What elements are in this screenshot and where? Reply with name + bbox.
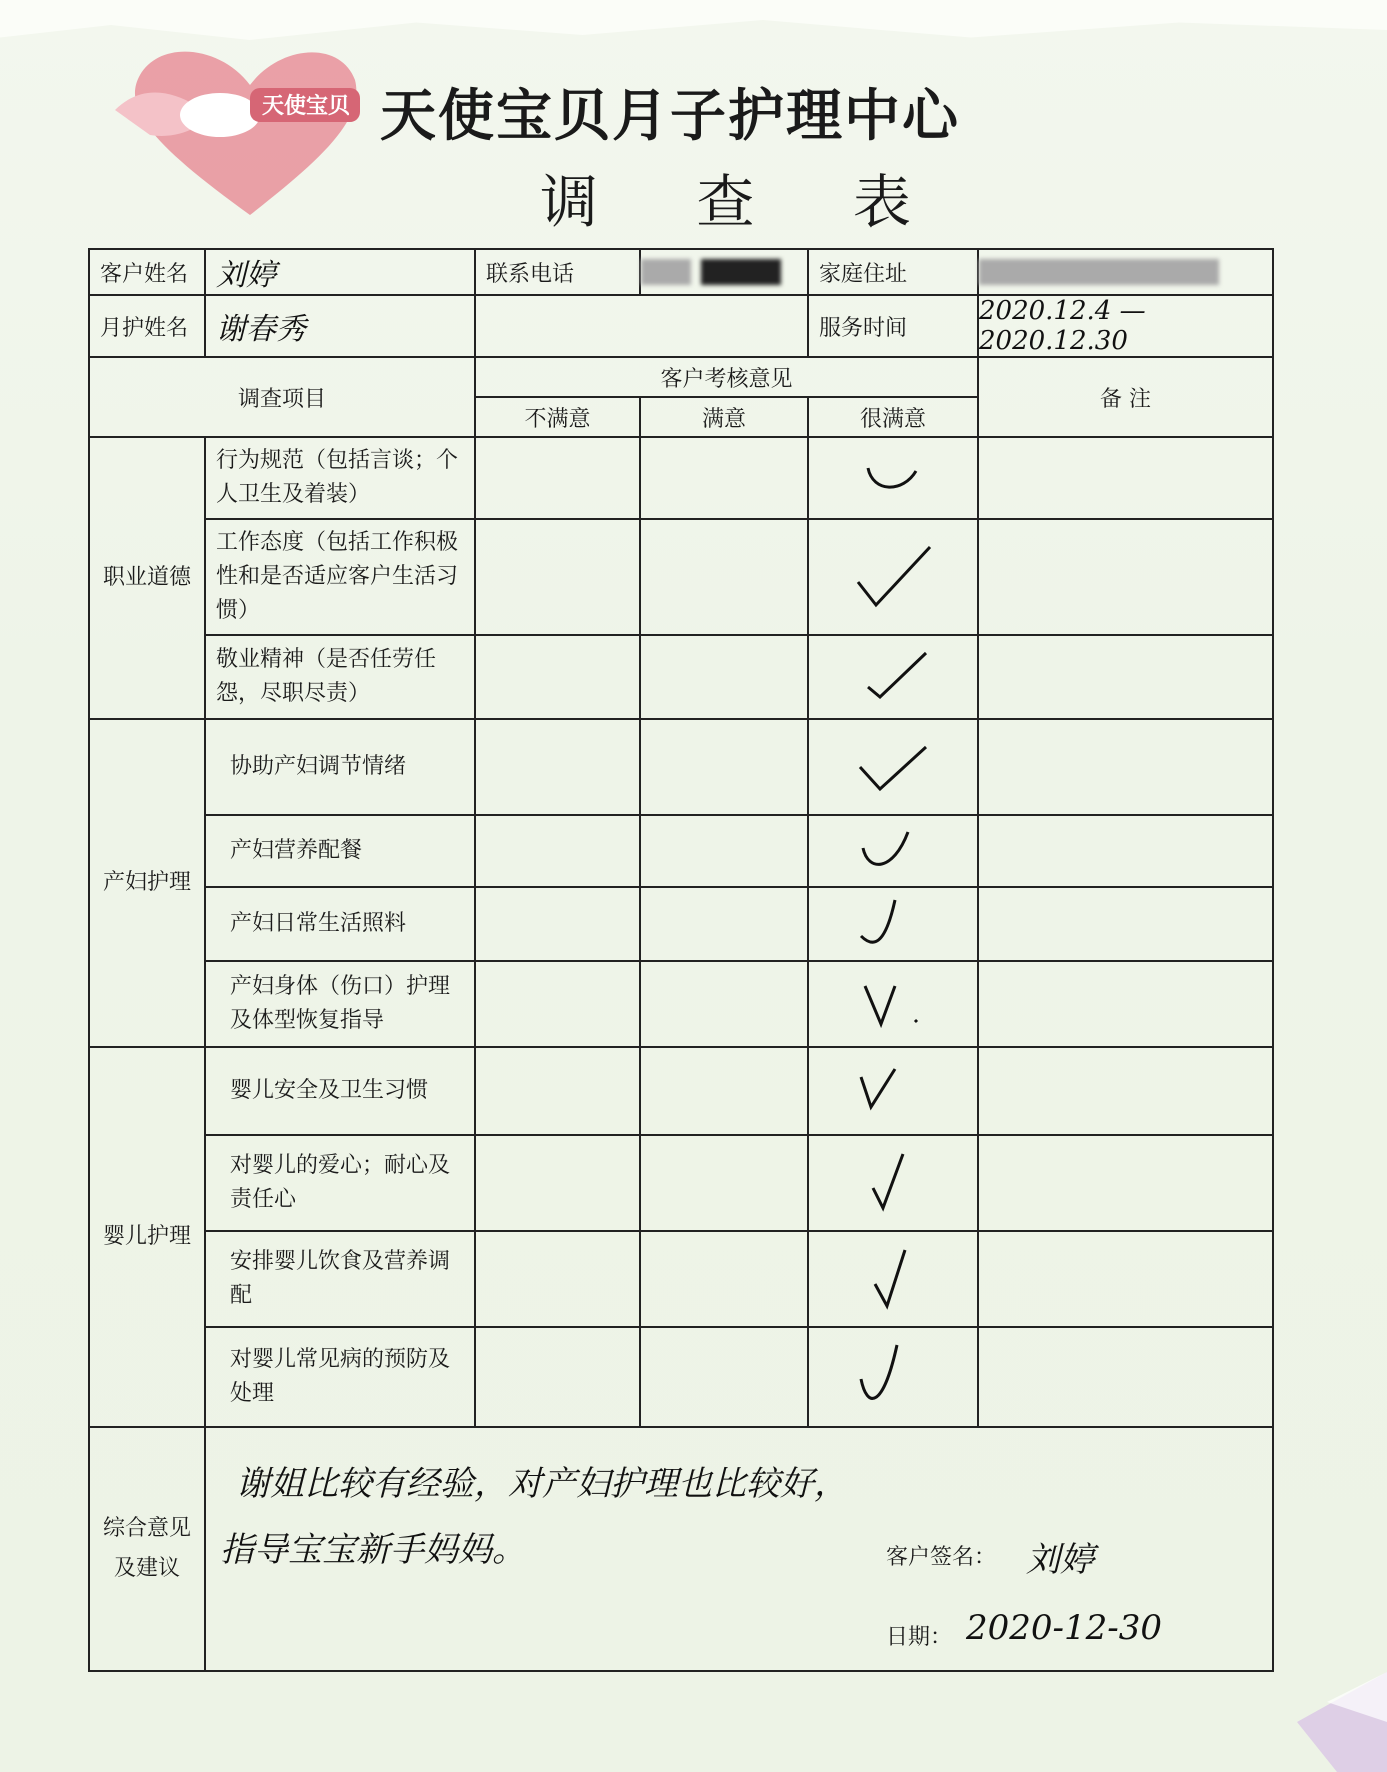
check-mark-icon	[848, 647, 938, 707]
item-behavior: 行为规范（包括言谈；个人卫生及着装）	[205, 437, 475, 519]
cell-satisfied	[640, 1135, 808, 1231]
check-mark-icon	[853, 1339, 933, 1415]
check-mark-icon	[853, 826, 933, 876]
check-mark-icon	[853, 896, 933, 952]
cell-unsatisfied	[475, 437, 640, 519]
signature-label: 客户签名：	[886, 1545, 997, 1570]
cell-satisfied	[640, 519, 808, 635]
cell-unsatisfied	[475, 519, 640, 635]
cell-unsatisfied	[475, 719, 640, 815]
customer-name-label: 客户姓名	[89, 249, 205, 295]
check-mark-icon	[848, 737, 938, 797]
cell-unsatisfied	[475, 1135, 640, 1231]
remarks-header: 备 注	[978, 357, 1273, 437]
cell-unsatisfied	[475, 635, 640, 719]
satisfied-header: 满意	[640, 397, 808, 437]
cell-remarks	[978, 815, 1273, 887]
check-cell	[808, 887, 978, 961]
check-mark-icon	[848, 537, 938, 617]
summary-label: 综合意见及建议	[89, 1427, 205, 1671]
cell-satisfied	[640, 1231, 808, 1327]
cell-satisfied	[640, 887, 808, 961]
date-value: 2020-12-30	[966, 1608, 1163, 1648]
item-infant-diet: 安排婴儿饮食及营养调配	[205, 1231, 475, 1327]
cell-unsatisfied	[475, 961, 640, 1047]
cell-satisfied	[640, 815, 808, 887]
category-maternal-care: 产妇护理	[89, 719, 205, 1047]
address-value	[978, 249, 1273, 295]
cell-remarks	[978, 1327, 1273, 1427]
cell-unsatisfied	[475, 815, 640, 887]
cell-unsatisfied	[475, 887, 640, 961]
cell-satisfied	[640, 1327, 808, 1427]
item-infant-love: 对婴儿的爱心；耐心及责任心	[205, 1135, 475, 1231]
category-ethics: 职业道德	[89, 437, 205, 719]
blank-cell	[475, 295, 808, 357]
page-title: 天使宝贝月子护理中心	[380, 84, 960, 149]
item-emotion: 协助产妇调节情绪	[205, 719, 475, 815]
cell-unsatisfied	[475, 1231, 640, 1327]
nurse-name-value: 谢春秀	[205, 295, 475, 357]
cell-unsatisfied	[475, 1047, 640, 1135]
check-mark-icon	[858, 453, 928, 503]
survey-items-header: 调查项目	[89, 357, 475, 437]
cell-satisfied	[640, 961, 808, 1047]
phone-value	[640, 249, 808, 295]
unsatisfied-header: 不满意	[475, 397, 640, 437]
category-infant-care: 婴儿护理	[89, 1047, 205, 1427]
check-cell	[808, 437, 978, 519]
service-time-label: 服务时间	[808, 295, 978, 357]
cell-remarks	[978, 1135, 1273, 1231]
check-mark-icon	[853, 976, 933, 1032]
signature-value: 刘婷	[1026, 1540, 1094, 1580]
check-cell	[808, 1231, 978, 1327]
cell-satisfied	[640, 719, 808, 815]
item-infant-safety: 婴儿安全及卫生习惯	[205, 1047, 475, 1135]
corner-stamp-icon	[1277, 1652, 1387, 1772]
check-cell	[808, 1047, 978, 1135]
check-cell	[808, 719, 978, 815]
item-attitude: 工作态度（包括工作积极性和是否适应客户生活习惯）	[205, 519, 475, 635]
cell-satisfied	[640, 635, 808, 719]
summary-comment-line1: 谢姐比较有经验，对产妇护理也比较好，	[236, 1464, 848, 1504]
service-time-value: 2020.12.4 — 2020.12.30	[978, 295, 1273, 357]
item-dedication: 敬业精神（是否任劳任怨，尽职尽责）	[205, 635, 475, 719]
cell-remarks	[978, 719, 1273, 815]
survey-table	[88, 248, 1274, 1672]
check-mark-icon	[853, 1148, 933, 1218]
check-cell	[808, 815, 978, 887]
cell-unsatisfied	[475, 1327, 640, 1427]
item-recovery: 产妇身体（伤口）护理及体型恢复指导	[205, 961, 475, 1047]
cell-remarks	[978, 1047, 1273, 1135]
nurse-name-label: 月护姓名	[89, 295, 205, 357]
item-daily-care: 产妇日常生活照料	[205, 887, 475, 961]
opinion-header: 客户考核意见	[475, 357, 978, 397]
check-mark-icon	[853, 1244, 933, 1314]
very-satisfied-header: 很满意	[808, 397, 978, 437]
cell-remarks	[978, 437, 1273, 519]
check-cell	[808, 1327, 978, 1427]
cell-satisfied	[640, 1047, 808, 1135]
cell-remarks	[978, 887, 1273, 961]
summary-comment-line2: 指导宝宝新手妈妈。	[220, 1530, 526, 1570]
item-infant-illness: 对婴儿常见病的预防及处理	[205, 1327, 475, 1427]
page-subtitle: 调 查 表	[540, 168, 951, 236]
phone-label: 联系电话	[475, 249, 640, 295]
cell-remarks	[978, 961, 1273, 1047]
check-cell	[808, 961, 978, 1047]
check-cell	[808, 635, 978, 719]
customer-name-value: 刘婷	[205, 249, 475, 295]
logo-text: 天使宝贝	[262, 94, 351, 119]
check-mark-icon	[853, 1063, 933, 1119]
cell-remarks	[978, 519, 1273, 635]
cell-remarks	[978, 635, 1273, 719]
heart-logo-icon	[100, 30, 360, 220]
date-label: 日期：	[886, 1625, 953, 1650]
item-nutrition: 产妇营养配餐	[205, 815, 475, 887]
cell-remarks	[978, 1231, 1273, 1327]
address-label: 家庭住址	[808, 249, 978, 295]
summary-cell	[205, 1427, 1273, 1671]
check-cell	[808, 519, 978, 635]
cell-satisfied	[640, 437, 808, 519]
check-cell	[808, 1135, 978, 1231]
